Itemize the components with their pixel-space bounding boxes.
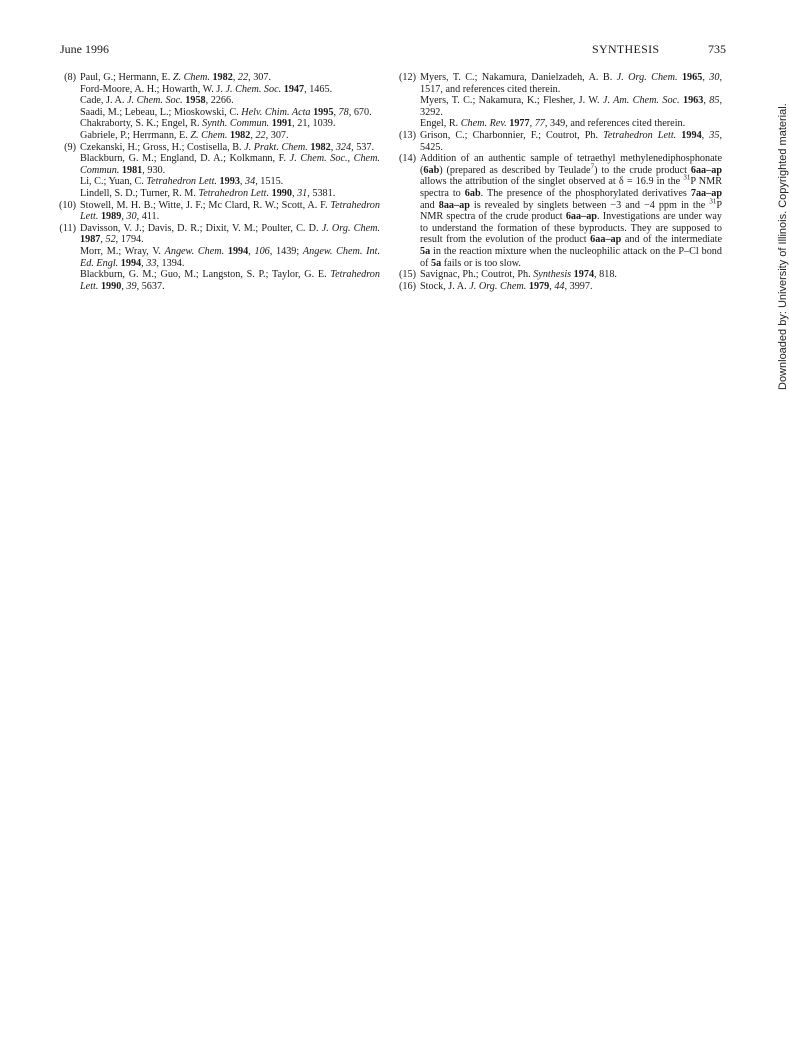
citation-entry <box>420 72 722 95</box>
citation-text: , <box>333 106 339 118</box>
citation-text: , 3997. <box>564 280 593 292</box>
citation-text: , 1465. <box>304 83 333 95</box>
citation-text: 1994 <box>227 245 249 257</box>
citation-text: J. Chem. Soc. <box>225 83 282 95</box>
citation-text: 1977 <box>509 118 530 130</box>
citation-text: 6aa–ap <box>565 211 597 223</box>
reference-item <box>392 72 722 130</box>
citation-text: Savignac, Ph.; Coutrot, Ph. <box>420 269 534 281</box>
citation-text: Engel, R. <box>420 118 461 130</box>
issue-date: June 1996 <box>60 42 109 56</box>
citation-text: Tetrahedron Lett. <box>146 176 217 188</box>
citation-text: 1990 <box>271 187 292 199</box>
citation-text: J. Am. Chem. Soc. <box>602 95 680 107</box>
citation-text: P NMR spectra of the crude product <box>420 199 722 223</box>
citation-text: 7 <box>590 162 595 171</box>
reference-number: (8) <box>64 72 76 83</box>
citation-text: , 670. <box>348 106 372 118</box>
citation-text: , <box>703 95 710 107</box>
citation-text: , 930. <box>142 164 166 176</box>
citation-entry <box>80 130 380 142</box>
citation-text: Blackburn, G. M.; England, D. A.; Kolkmann, F. <box>80 153 290 165</box>
citation-text: 1981 <box>121 164 143 176</box>
citation-entry <box>420 95 722 118</box>
citation-text: 44 <box>554 280 565 292</box>
citation-text: 1989 <box>100 211 122 223</box>
citation-text: , <box>141 257 147 269</box>
citation-text: , 1394. <box>156 257 185 269</box>
citation-text: Synth. Commun. <box>202 118 270 130</box>
citation-text: 1990 <box>100 280 122 292</box>
citation-text: , 411. <box>136 211 160 223</box>
citation-text: Paul, G.; Hermann, E. <box>80 72 173 83</box>
citation-text: 6ab <box>423 164 440 176</box>
citation-text: Czekanski, H.; Gross, H.; Costisella, B. <box>80 141 245 153</box>
citation-text: 1995 <box>313 106 334 118</box>
citation-entry <box>80 223 380 246</box>
citation-text: 1994 <box>120 257 142 269</box>
citation-text: 1987 <box>80 234 101 246</box>
citation-entry <box>80 200 380 223</box>
reference-item <box>52 72 380 142</box>
citation-text: 30 <box>709 72 720 83</box>
citation-text: , <box>232 72 238 83</box>
citation-text: Ford-Moore, A. H.; Howarth, W. J. <box>80 83 226 95</box>
citation-text: 1947 <box>283 83 305 95</box>
running-header <box>60 42 726 58</box>
reference-item <box>52 200 380 223</box>
citation-text: J. Org. Chem. <box>616 72 678 83</box>
citation-text: 22 <box>255 129 266 141</box>
citation-entry <box>80 95 380 107</box>
citation-text: J. Prakt. Chem. <box>244 141 308 153</box>
citation-text: , <box>701 129 710 141</box>
citation-text: ) to the crude product <box>594 164 691 176</box>
citation-entry <box>80 84 380 96</box>
citation-entry <box>80 153 380 176</box>
citation-text: 77 <box>534 118 545 130</box>
citation-entry <box>80 246 380 269</box>
citation-text: Grison, C.; Charbonnier, F.; Coutrot, Ph. <box>420 129 604 141</box>
citation-text: Myers, T. C.; Nakamura, Danielzadeh, A. B. <box>420 72 617 83</box>
citation-text: 78 <box>338 106 349 118</box>
citation-text: 1958 <box>185 95 206 107</box>
citation-text: Synthesis <box>533 269 572 281</box>
reference-number: (11) <box>59 222 76 234</box>
citation-text: 31 <box>709 197 717 206</box>
citation-text: 1994 <box>681 129 702 141</box>
citation-entry <box>420 118 722 130</box>
citation-text: . Investigations are under way to understand the formation of these byproducts. They are supposed to result from the evolution of the product <box>420 211 723 246</box>
reference-number: (10) <box>59 199 76 211</box>
citation-text: and <box>420 199 439 211</box>
citation-text: Morr, M.; Wray, V. <box>80 245 165 257</box>
citation-text: Tetrahedron Lett. <box>80 269 380 292</box>
citation-text: Gabriele, P.; Herrmann, E. <box>80 129 191 141</box>
citation-text: 8aa–ap <box>438 199 470 211</box>
citation-text: 6aa–ap <box>590 234 622 246</box>
citation-text: and of the intermediate <box>621 234 722 246</box>
citation-text: Chakraborty, S. K.; Engel, R. <box>80 118 203 130</box>
citation-text: Helv. Chim. Acta <box>241 106 311 118</box>
citation-text: ) (prepared as described by Teulade <box>439 164 591 176</box>
citation-text: , <box>121 280 127 292</box>
citation-text: 1965 <box>681 72 703 83</box>
reference-number: (14) <box>399 153 416 165</box>
citation-text: , 1515. <box>255 176 284 188</box>
reference-item <box>52 223 380 293</box>
citation-text: , <box>330 141 336 153</box>
references-column-left <box>52 72 380 292</box>
citation-text: , 307. <box>248 72 272 83</box>
citation-text: , <box>549 280 555 292</box>
citation-text: Saadi, M.; Lebeau, L.; Mioskowski, C. <box>80 106 242 118</box>
citation-text: 85 <box>709 95 720 107</box>
citation-text: , 5425. <box>420 129 723 153</box>
citation-text: 5a <box>431 257 442 269</box>
citation-text: , <box>291 187 298 199</box>
citation-text: 35 <box>709 129 720 141</box>
citation-text: 33 <box>146 257 157 269</box>
citation-text: , 1517, and references cited therein. <box>420 72 723 95</box>
citation-text: , <box>250 129 256 141</box>
reference-number: (15) <box>399 269 416 281</box>
citation-text: , 349, and references cited therein. <box>544 118 686 130</box>
citation-text: 30 <box>126 211 137 223</box>
citation-entry <box>80 142 380 154</box>
reference-number: (16) <box>399 280 416 292</box>
citation-text: allows the attribution of the singlet observed at δ = 16.9 in the <box>420 176 684 188</box>
citation-text: 31 <box>297 187 308 199</box>
citation-text: , 3292. <box>420 95 723 118</box>
citation-text: , <box>702 72 710 83</box>
citation-text: 1982 <box>310 141 331 153</box>
citation-text: Tetrahedron Lett. <box>603 129 677 141</box>
citation-text: 1991 <box>271 118 293 130</box>
citation-entry <box>420 153 722 269</box>
reference-item <box>52 142 380 200</box>
citation-text: Chem. Rev. <box>460 118 507 130</box>
download-watermark: Downloaded by: University of Illinois. Copyrighted material. <box>777 103 789 390</box>
citation-text: Angew. Chem. <box>164 245 225 257</box>
citation-text: 6ab <box>464 187 481 199</box>
citation-text: Li, C.; Yuan, C. <box>80 176 147 188</box>
reference-item <box>392 269 722 281</box>
citation-entry <box>80 107 380 119</box>
citation-text: 324 <box>335 141 352 153</box>
citation-text: fails or is too slow. <box>441 257 521 269</box>
citation-text: Lindell, S. D.; Turner, R. M. <box>80 187 199 199</box>
citation-entry <box>80 118 380 130</box>
reference-item <box>392 281 722 293</box>
citation-entry <box>80 72 380 84</box>
citation-text: , <box>121 211 127 223</box>
citation-entry <box>80 176 380 188</box>
citation-text: 1963 <box>682 95 704 107</box>
page-number: 735 <box>708 42 726 56</box>
citation-text: 1974 <box>573 269 595 281</box>
citation-text: Stock, J. A. <box>420 280 470 292</box>
citation-text: , 5381. <box>307 187 336 199</box>
citation-text: Tetrahedron Lett. <box>80 199 380 223</box>
citation-text: 34 <box>245 176 256 188</box>
citation-text: Blackburn, G. M.; Guo, M.; Langston, S. P.; Taylor, G. E. <box>80 269 331 281</box>
citation-entry <box>420 281 722 293</box>
citation-text: Stowell, M. H. B.; Witte, J. F.; Mc Clard, R. W.; Scott, A. F. <box>80 199 331 211</box>
references-column-right <box>392 72 722 292</box>
citation-text: 31 <box>683 173 691 182</box>
citation-text: , <box>248 245 255 257</box>
citation-text: , <box>239 176 245 188</box>
citation-text: in the reaction mixture when the nucleophilic attack on the P–Cl bond of <box>420 245 722 269</box>
citation-text: , 1794. <box>115 234 144 246</box>
citation-text: , 1439; <box>269 245 303 257</box>
citation-text: Angew. Chem. Int. Ed. Engl. <box>80 245 381 269</box>
citation-text: Tetrahedron Lett. <box>198 187 270 199</box>
citation-text: , 537. <box>351 141 375 153</box>
citation-text: . The presence of the phosphorylated derivatives <box>480 187 691 199</box>
reference-item <box>392 153 722 269</box>
citation-text: 1979 <box>528 280 550 292</box>
citation-text: , <box>529 118 535 130</box>
citation-text: 6aa–ap <box>690 164 722 176</box>
citation-text: , 818. <box>594 269 617 281</box>
citation-text: Davisson, V. J.; Davis, D. R.; Dixit, V. M.; Poulter, C. D. <box>80 222 322 234</box>
citation-text: , 21, 1039. <box>292 118 336 130</box>
citation-text: Z. Chem. <box>172 72 210 83</box>
reference-number: (12) <box>399 72 416 83</box>
citation-text: 39 <box>126 280 137 292</box>
citation-text: 1982 <box>212 72 233 83</box>
citation-text: 7aa–ap <box>690 187 722 199</box>
citation-text: J. Org. Chem. <box>321 222 380 234</box>
citation-text: 52 <box>105 234 116 246</box>
reference-number: (13) <box>399 129 416 141</box>
citation-text: Myers, T. C.; Nakamura, K.; Flesher, J. W. <box>420 95 603 107</box>
citation-text: , 5637. <box>136 280 165 292</box>
citation-text: 22 <box>237 72 249 83</box>
citation-text: J. Chem. Soc., Chem. Commun. <box>80 153 380 176</box>
citation-text: Z. Chem. <box>190 129 228 141</box>
citation-entry <box>80 269 380 292</box>
reference-number: (9) <box>64 141 76 153</box>
citation-entry <box>420 130 722 153</box>
citation-text: J. Org. Chem. <box>469 280 527 292</box>
citation-text: Cade, J. A. <box>80 95 127 107</box>
citation-text: 106 <box>254 245 270 257</box>
citation-text: J. Chem. Soc. <box>126 95 183 107</box>
reference-item <box>392 130 722 153</box>
citation-text: P NMR spectra to <box>420 176 722 199</box>
citation-text: Addition of an authentic sample of tetraethyl methylenediphosphonate ( <box>420 153 722 176</box>
citation-text: , 2266. <box>205 95 234 107</box>
citation-entry <box>80 188 380 200</box>
citation-entry <box>420 269 722 281</box>
journal-name: SYNTHESIS <box>592 42 660 56</box>
citation-text: is revealed by singlets between −3 and −4 ppm in the <box>469 199 710 211</box>
citation-text: , <box>100 234 106 246</box>
citation-text: 1982 <box>229 129 251 141</box>
citation-text: , 307. <box>265 129 289 141</box>
citation-text: 5a <box>420 245 431 257</box>
citation-text: 1993 <box>219 176 240 188</box>
